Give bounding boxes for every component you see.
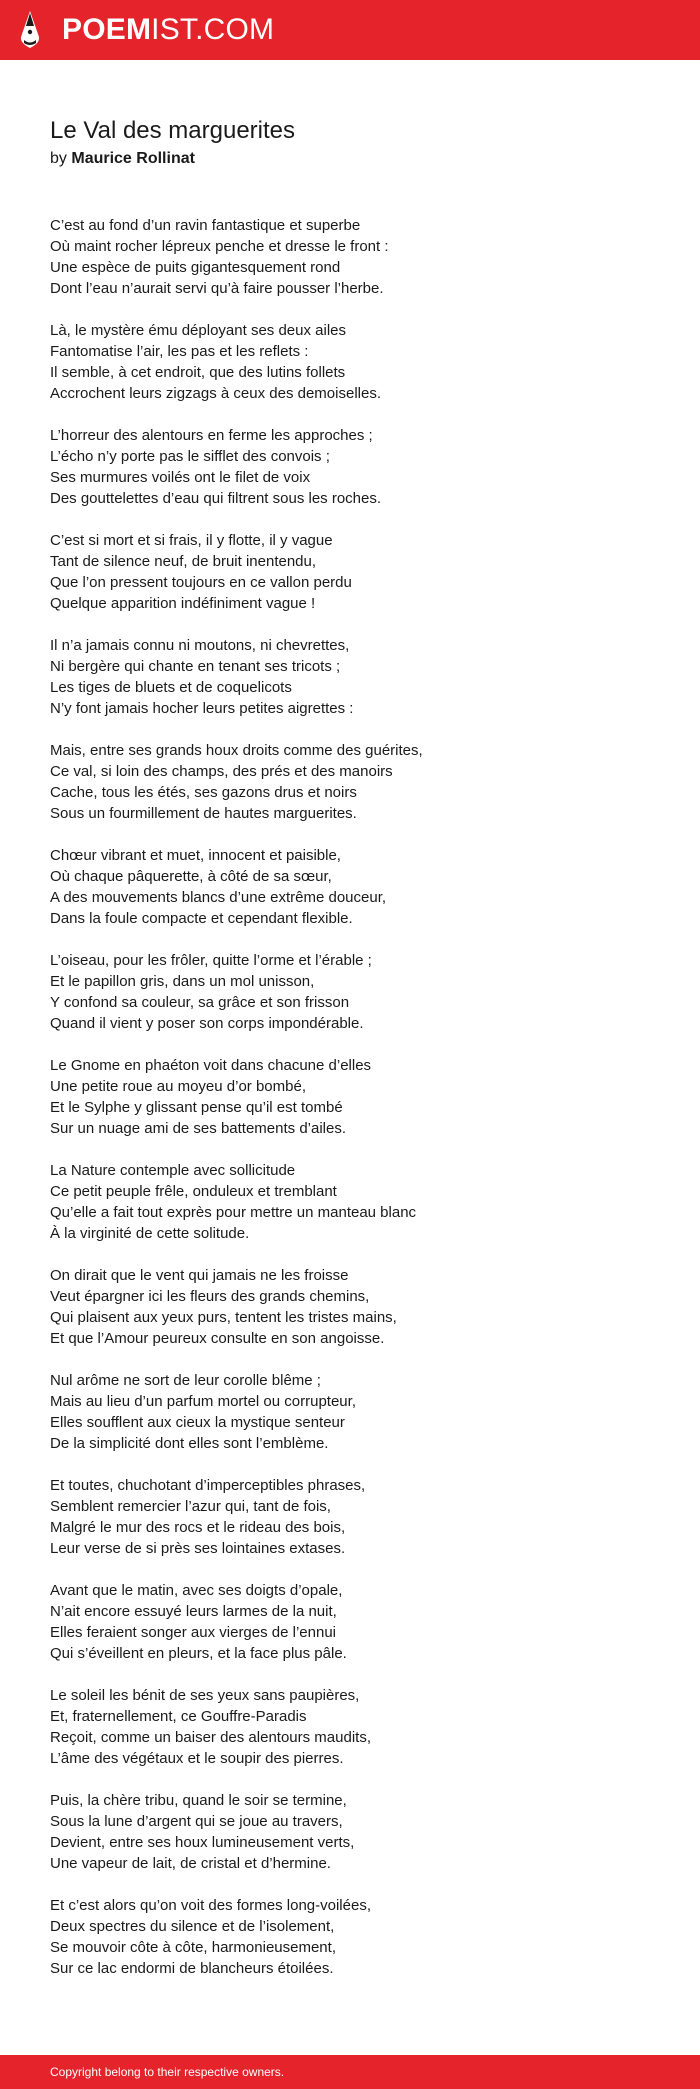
- poem-line: Elles feraient songer aux vierges de l’ennui: [50, 1624, 337, 1641]
- poem-line: L’écho n’y porte pas le sifflet des convois ;: [50, 448, 330, 465]
- poem-line: Des gouttelettes d’eau qui filtrent sous les roches.: [50, 490, 382, 507]
- poem-line: C’est si mort et si frais, il y flotte, il y vague: [50, 532, 333, 549]
- poem-line: Cache, tous les étés, ses gazons drus et noirs: [50, 784, 357, 801]
- poem-line: Reçoit, comme un baiser des alentours maudits,: [50, 1729, 371, 1746]
- poem-line: Deux spectres du silence et de l’isolement,: [50, 1918, 335, 1935]
- poem-line: Semblent remercier l’azur qui, tant de fois,: [50, 1498, 331, 1515]
- poem-line: Avant que le matin, avec ses doigts d’opale,: [50, 1582, 343, 1599]
- poem-stanza: [50, 635, 650, 719]
- pen-nib-icon[interactable]: [18, 10, 42, 50]
- poem-stanza: [50, 530, 650, 614]
- poem-stanza: [50, 425, 650, 509]
- poem-line: Il n’a jamais connu ni moutons, ni chevrettes,: [50, 637, 350, 654]
- poem-line: Mais, entre ses grands houx droits comme des guérites,: [50, 742, 423, 759]
- poem-line: Elles soufflent aux cieux la mystique senteur: [50, 1414, 345, 1431]
- poem-stanza: [50, 1895, 650, 1979]
- logo-light-text: IST.COM: [151, 13, 275, 46]
- poem-line: Tant de silence neuf, de bruit inentendu,: [50, 553, 317, 570]
- poem-line: Ce val, si loin des champs, des prés et des manoirs: [50, 763, 393, 780]
- poem-line: Qu’elle a fait tout exprès pour mettre un manteau blanc: [50, 1204, 417, 1221]
- poem-line: Veut épargner ici les fleurs des grands chemins,: [50, 1288, 370, 1305]
- poem-line: Dans la foule compacte et cependant flexible.: [50, 910, 353, 927]
- poem-line: À la virginité de cette solitude.: [50, 1225, 250, 1242]
- poem-line: Que l’on pressent toujours en ce vallon perdu: [50, 574, 352, 591]
- poem-line: Mais au lieu d’un parfum mortel ou corrupteur,: [50, 1393, 356, 1410]
- poem-stanza: [50, 1685, 650, 1769]
- poem-line: Puis, la chère tribu, quand le soir se termine,: [50, 1792, 347, 1809]
- poem-line: Ce petit peuple frêle, onduleux et tremblant: [50, 1183, 337, 1200]
- poem-line: L’âme des végétaux et le soupir des pierres.: [50, 1750, 344, 1767]
- poem-line: Qui plaisent aux yeux purs, tentent les tristes mains,: [50, 1309, 397, 1326]
- poem-line: Y confond sa couleur, sa grâce et son frisson: [50, 994, 350, 1011]
- poem-line: Une petite roue au moyeu d’or bombé,: [50, 1078, 306, 1095]
- poem-line: Et le Sylphe y glissant pense qu’il est tombé: [50, 1099, 343, 1116]
- poem-line: Leur verse de si près ses lointaines extases.: [50, 1540, 346, 1557]
- poem-line: Où maint rocher lépreux penche et dresse le front :: [50, 238, 389, 255]
- logo-bold-text: POEM: [62, 13, 152, 46]
- poem-stanza: [50, 1160, 650, 1244]
- poem-line: Les tiges de bluets et de coquelicots: [50, 679, 292, 696]
- poem-line: Et que l’Amour peureux consulte en son angoisse.: [50, 1330, 385, 1347]
- poem-line: N’y font jamais hocher leurs petites aigrettes :: [50, 700, 354, 717]
- poem-line: A des mouvements blancs d’une extrême douceur,: [50, 889, 387, 906]
- poem-line: Ses murmures voilés ont le filet de voix: [50, 469, 311, 486]
- poem-line: Malgré le mur des rocs et le rideau des bois,: [50, 1519, 346, 1536]
- poem-line: Le soleil les bénit de ses yeux sans paupières,: [50, 1687, 360, 1704]
- site-logo[interactable]: [62, 0, 274, 60]
- poem-line: Sur ce lac endormi de blancheurs étoilées.: [50, 1960, 334, 1977]
- poem-stanza: [50, 1580, 650, 1664]
- poem-line: Qui s’éveillent en pleurs, et la face plus pâle.: [50, 1645, 347, 1662]
- poem-line: Le Gnome en phaéton voit dans chacune d’elles: [50, 1057, 372, 1074]
- poem-line: Où chaque pâquerette, à côté de sa sœur,: [50, 868, 332, 885]
- poem-line: Une espèce de puits gigantesquement rond: [50, 259, 341, 276]
- poem-line: Nul arôme ne sort de leur corolle blême ;: [50, 1372, 321, 1389]
- poem-line: Fantomatise l’air, les pas et les reflets :: [50, 343, 309, 360]
- poem-line: Et, fraternellement, ce Gouffre-Paradis: [50, 1708, 307, 1725]
- byline-prefix: by: [50, 150, 67, 167]
- poem-byline: [50, 148, 650, 170]
- poem-line: Chœur vibrant et muet, innocent et paisible,: [50, 847, 341, 864]
- poem-line: Et c’est alors qu’on voit des formes long-voilées,: [50, 1897, 371, 1914]
- poem-line: Sous la lune d’argent qui se joue au travers,: [50, 1813, 343, 1830]
- poem-line: Devient, entre ses houx lumineusement verts,: [50, 1834, 355, 1851]
- poem-line: Sous un fourmillement de hautes marguerites.: [50, 805, 357, 822]
- poem-stanza: [50, 1055, 650, 1139]
- poem-author[interactable]: Maurice Rollinat: [71, 150, 195, 167]
- copyright-text: Copyright belong to their respective owners.: [50, 2065, 285, 2079]
- poem-stanza: [50, 1790, 650, 1874]
- poem-line: Là, le mystère ému déployant ses deux ailes: [50, 322, 346, 339]
- poem-line: C’est au fond d’un ravin fantastique et superbe: [50, 217, 361, 234]
- poem-line: L’oiseau, pour les frôler, quitte l’orme et l’érable ;: [50, 952, 372, 969]
- poem-line: Une vapeur de lait, de cristal et d’hermine.: [50, 1855, 331, 1872]
- site-header: [0, 0, 700, 60]
- poem-line: De la simplicité dont elles sont l’emblème.: [50, 1435, 329, 1452]
- poem-line: Et toutes, chuchotant d’imperceptibles phrases,: [50, 1477, 366, 1494]
- poem-line: On dirait que le vent qui jamais ne les froisse: [50, 1267, 349, 1284]
- poem-line: Dont l’eau n’aurait servi qu’à faire pousser l’herbe.: [50, 280, 384, 297]
- poem-line: Sur un nuage ami de ses battements d’ailes.: [50, 1120, 347, 1137]
- poem-stanza: [50, 215, 650, 299]
- poem-line: L’horreur des alentours en ferme les approches ;: [50, 427, 373, 444]
- poem-stanza: [50, 1475, 650, 1559]
- poem-stanza: [50, 740, 650, 824]
- poem-stanza: [50, 1370, 650, 1454]
- poem-line: Quelque apparition indéfiniment vague !: [50, 595, 316, 612]
- poem-title: Le Val des marguerites: [50, 117, 296, 144]
- poem-stanza: [50, 845, 650, 929]
- site-footer: [0, 2055, 700, 2089]
- poem-line: Il semble, à cet endroit, que des lutins follets: [50, 364, 346, 381]
- poem-body: [50, 215, 650, 1979]
- poem-line: Quand il vient y poser son corps impondérable.: [50, 1015, 364, 1032]
- poem-line: Et le papillon gris, dans un mol unisson,: [50, 973, 315, 990]
- poem-stanza: [50, 1265, 650, 1349]
- poem-content: [50, 116, 650, 2000]
- poem-line: N’ait encore essuyé leurs larmes de la nuit,: [50, 1603, 337, 1620]
- poem-line: Accrochent leurs zigzags à ceux des demoiselles.: [50, 385, 381, 402]
- poem-line: Ni bergère qui chante en tenant ses tricots ;: [50, 658, 341, 675]
- poem-stanza: [50, 320, 650, 404]
- poem-line: La Nature contemple avec sollicitude: [50, 1162, 296, 1179]
- poem-line: Se mouvoir côte à côte, harmonieusement,: [50, 1939, 336, 1956]
- poem-stanza: [50, 950, 650, 1034]
